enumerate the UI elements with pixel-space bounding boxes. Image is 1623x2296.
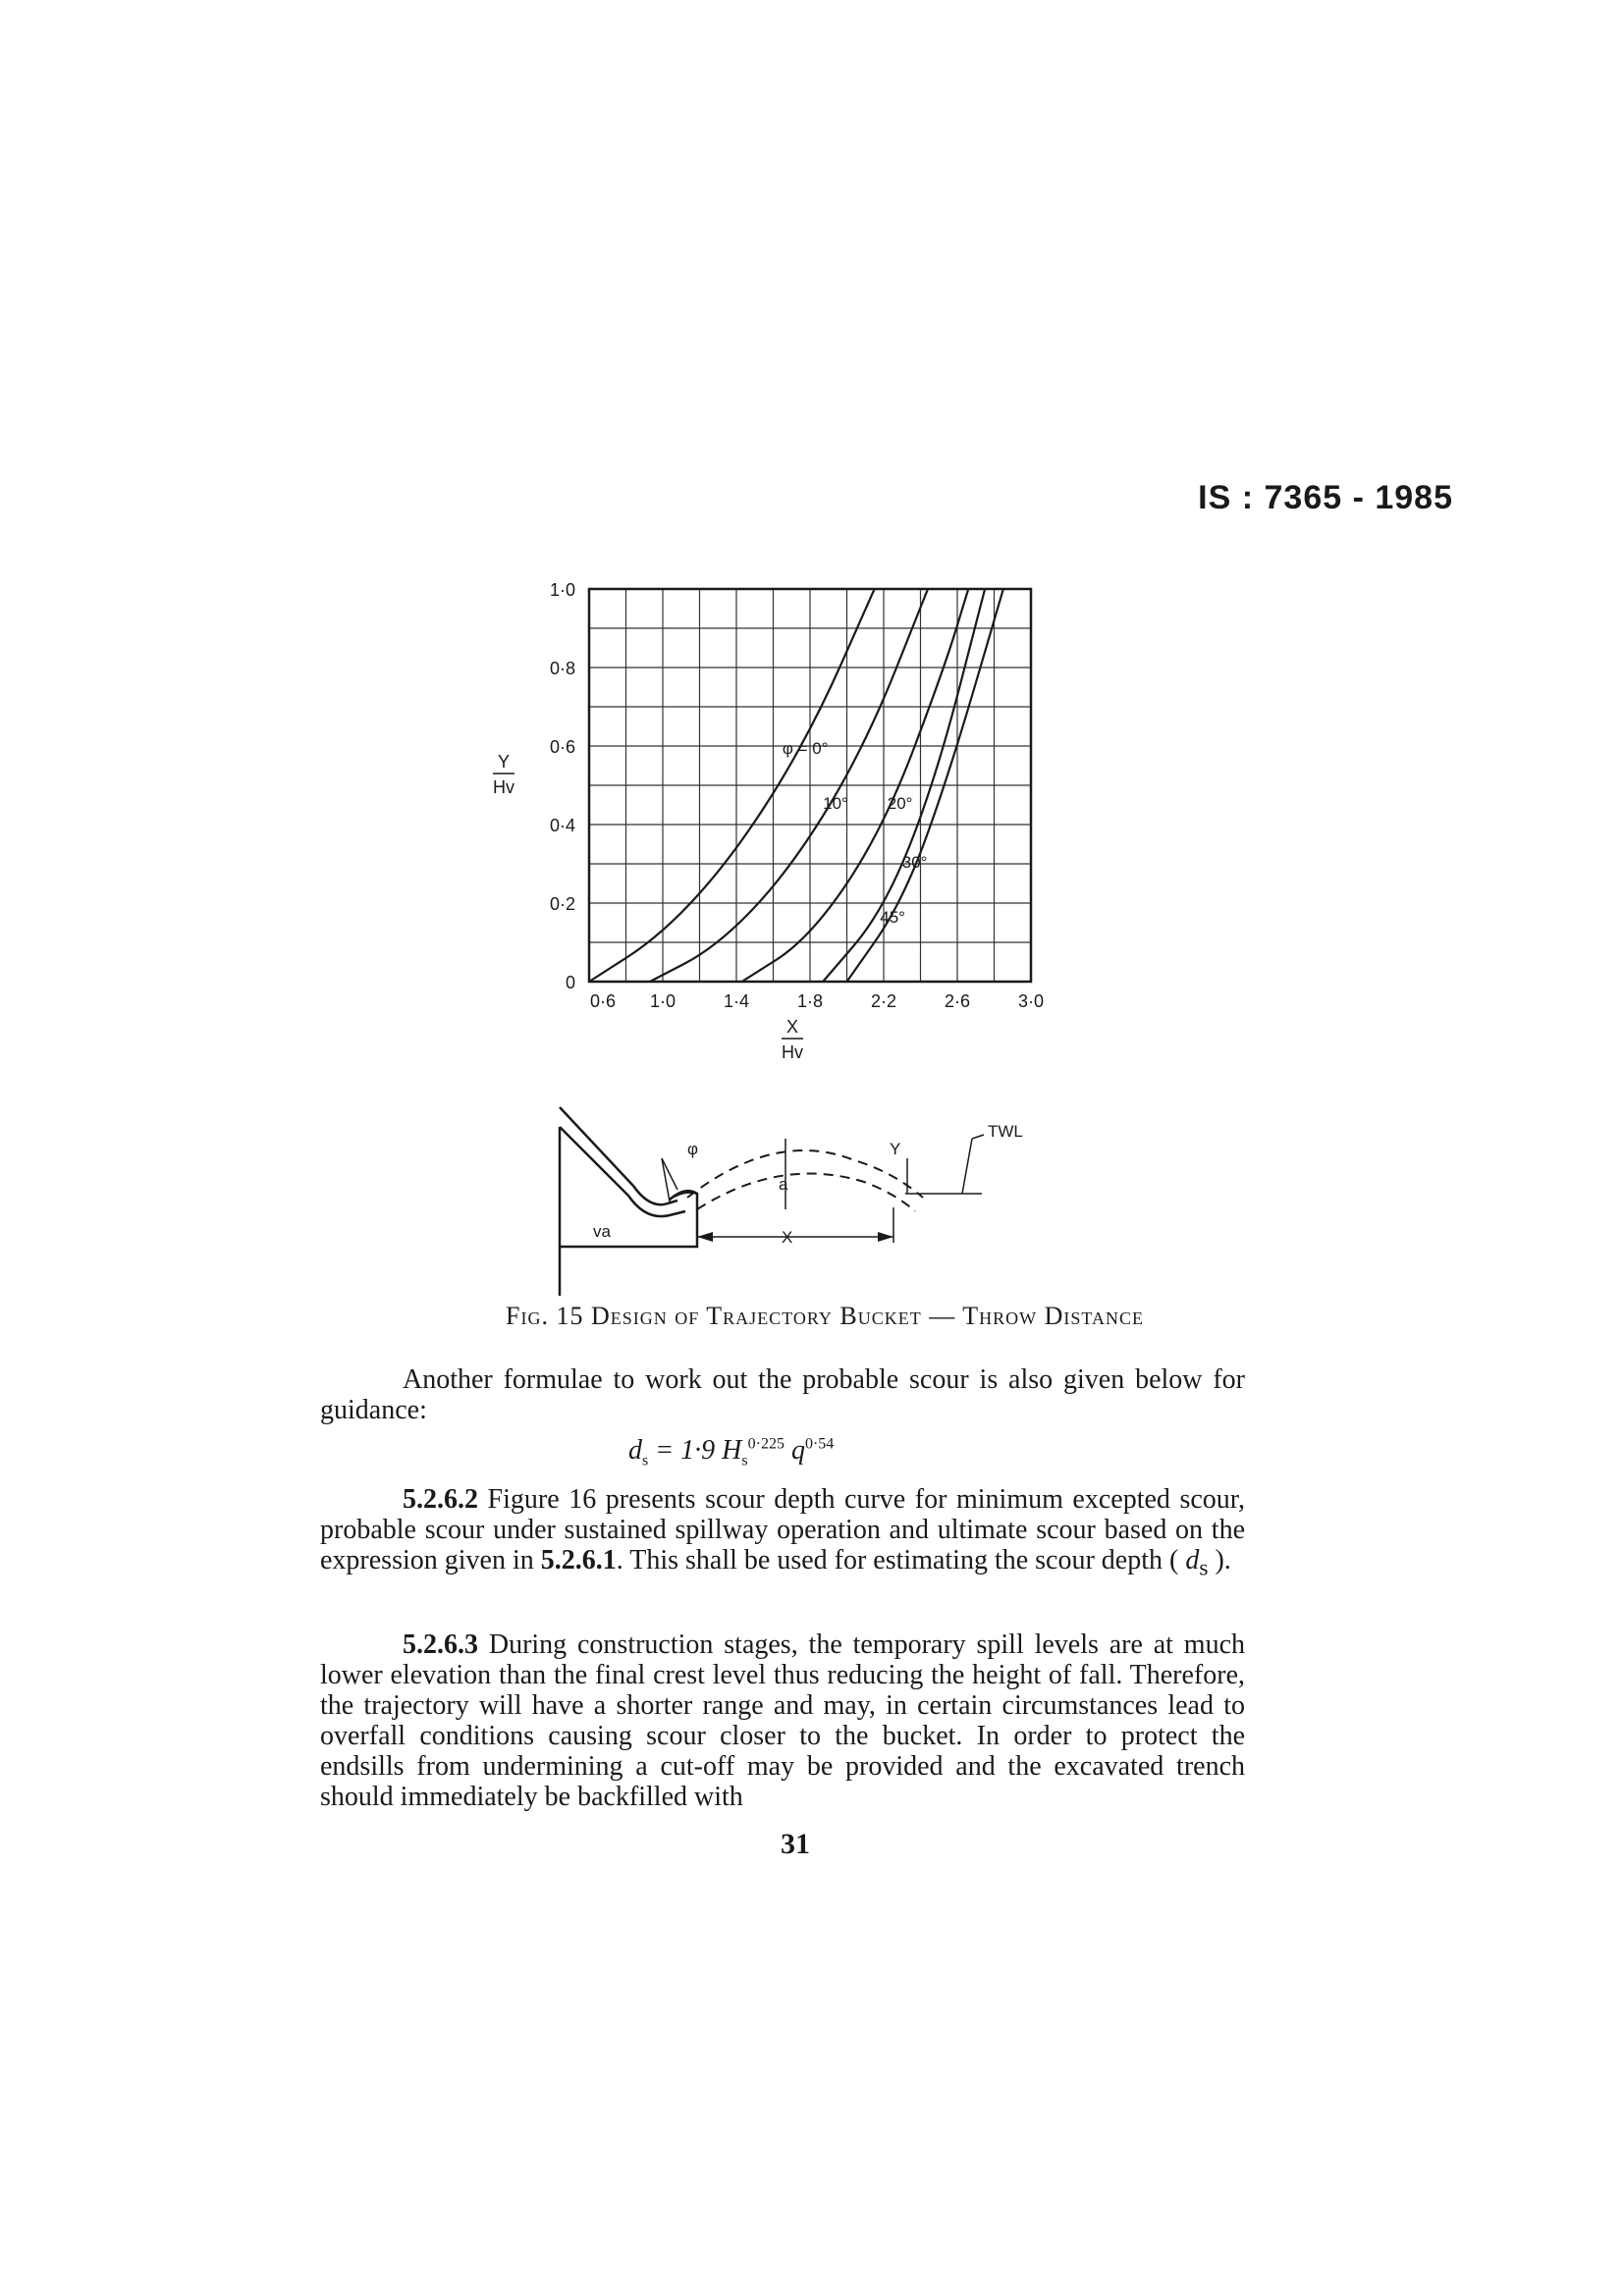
curve-label: 30°	[901, 853, 928, 872]
paragraph-intro: Another formulae to work out the probable scour is also given below for guidance:	[320, 1364, 1245, 1425]
clause-text-c: ).	[1208, 1545, 1231, 1575]
formula-h-sub: s	[741, 1452, 748, 1469]
x-axis-numerator: X	[785, 1017, 799, 1037]
diagram-label-phi: φ	[687, 1140, 699, 1158]
scour-depth-symbol: d	[1185, 1545, 1200, 1575]
diagram-label-y: Y	[890, 1140, 901, 1158]
clause-text-b: . This shall be used for estimating the scour depth (	[616, 1545, 1186, 1575]
formula-coef: = 1·9	[648, 1435, 723, 1466]
x-arrow-right	[878, 1232, 893, 1242]
y-tick-label: 0	[565, 973, 575, 992]
x-tick-label: 1·8	[796, 991, 824, 1011]
x-tick-label: 2·6	[944, 991, 971, 1011]
formula-lhs: d	[628, 1435, 642, 1466]
figure-caption: Fig. 15 Design of Trajectory Bucket — Throw Distance	[506, 1302, 1144, 1330]
clause-number-5-2-6-2: 5.2.6.2	[403, 1484, 478, 1515]
clause-number-5-2-6-3: 5.2.6.3	[403, 1629, 478, 1660]
clause-text: During construction stages, the temporary spill levels are at much lower elevation than the final crest level thus reducing the height of fall. Therefore, the trajectory will have a shorter range and may, in certain circumstances lead to overfall conditions causing scour closer to the bucket. In order to protect the endsills from undermining a cut-off may be provided and the excavated trench should immediately be backfilled with	[320, 1629, 1245, 1812]
y-tick-label: 0·2	[549, 894, 575, 914]
x-arrow-left	[697, 1232, 713, 1242]
curve-label: φ = 0°	[782, 739, 829, 758]
y-axis-denominator: Hv	[493, 777, 514, 797]
paragraph-5-2-6-3	[320, 1629, 1245, 1812]
paragraph-5-2-6-2	[320, 1484, 1245, 1584]
clause-text-a: Figure 16 presents scour depth curve for minimum excepted scour, probable scour under sustained spillway operation and ultimate scour based on the expression given in	[320, 1484, 1245, 1575]
diagram-label-twl: TWL	[988, 1122, 1023, 1141]
x-tick-label: 3·0	[1017, 991, 1045, 1011]
chart-grid	[589, 589, 1031, 982]
scour-depth-symbol-sub: s	[1199, 1555, 1209, 1581]
y-tick-label: 0·4	[549, 816, 575, 835]
curve-label: 10°	[823, 794, 848, 813]
formula-lhs-sub: s	[642, 1452, 649, 1469]
scour-formula	[628, 1435, 834, 1470]
twl-leader-line	[962, 1139, 972, 1194]
y-tick-label: 0·8	[549, 659, 575, 678]
diagram-label-x: X	[782, 1228, 793, 1247]
clause-reference-5-2-6-1: 5.2.6.1	[540, 1545, 617, 1575]
x-tick-label: 1·4	[723, 991, 750, 1011]
bucket-body	[560, 1127, 697, 1296]
x-tick-label: 1·0	[649, 991, 676, 1011]
spillway-face-line	[560, 1107, 677, 1204]
diagram-label-a: a	[779, 1175, 788, 1194]
jet-lower-trajectory	[697, 1174, 915, 1211]
formula-h-exp: 0·225	[747, 1435, 784, 1453]
x-tick-label: 2·2	[870, 991, 897, 1011]
jet-upper-trajectory	[687, 1150, 923, 1198]
y-tick-label: 1·0	[549, 580, 575, 600]
curve-label: 20°	[887, 794, 913, 813]
y-axis-numerator: Y	[497, 752, 511, 772]
formula-h: H	[722, 1435, 742, 1466]
trajectory-bucket-diagram	[540, 1099, 1051, 1296]
twl-leader-tick	[972, 1135, 984, 1139]
x-tick-label: 0·6	[589, 991, 617, 1011]
formula-q-exp: 0·54	[804, 1435, 835, 1453]
diagram-label-va: va	[593, 1222, 611, 1241]
formula-q: q	[784, 1435, 805, 1466]
y-tick-label: 0·6	[549, 737, 575, 757]
standard-number-header: IS : 7365 - 1985	[1198, 479, 1453, 516]
page-number: 31	[781, 1828, 810, 1860]
throw-distance-chart	[471, 560, 1080, 1070]
curve-label: 45°	[880, 908, 905, 927]
x-axis-denominator: Hv	[782, 1042, 803, 1062]
